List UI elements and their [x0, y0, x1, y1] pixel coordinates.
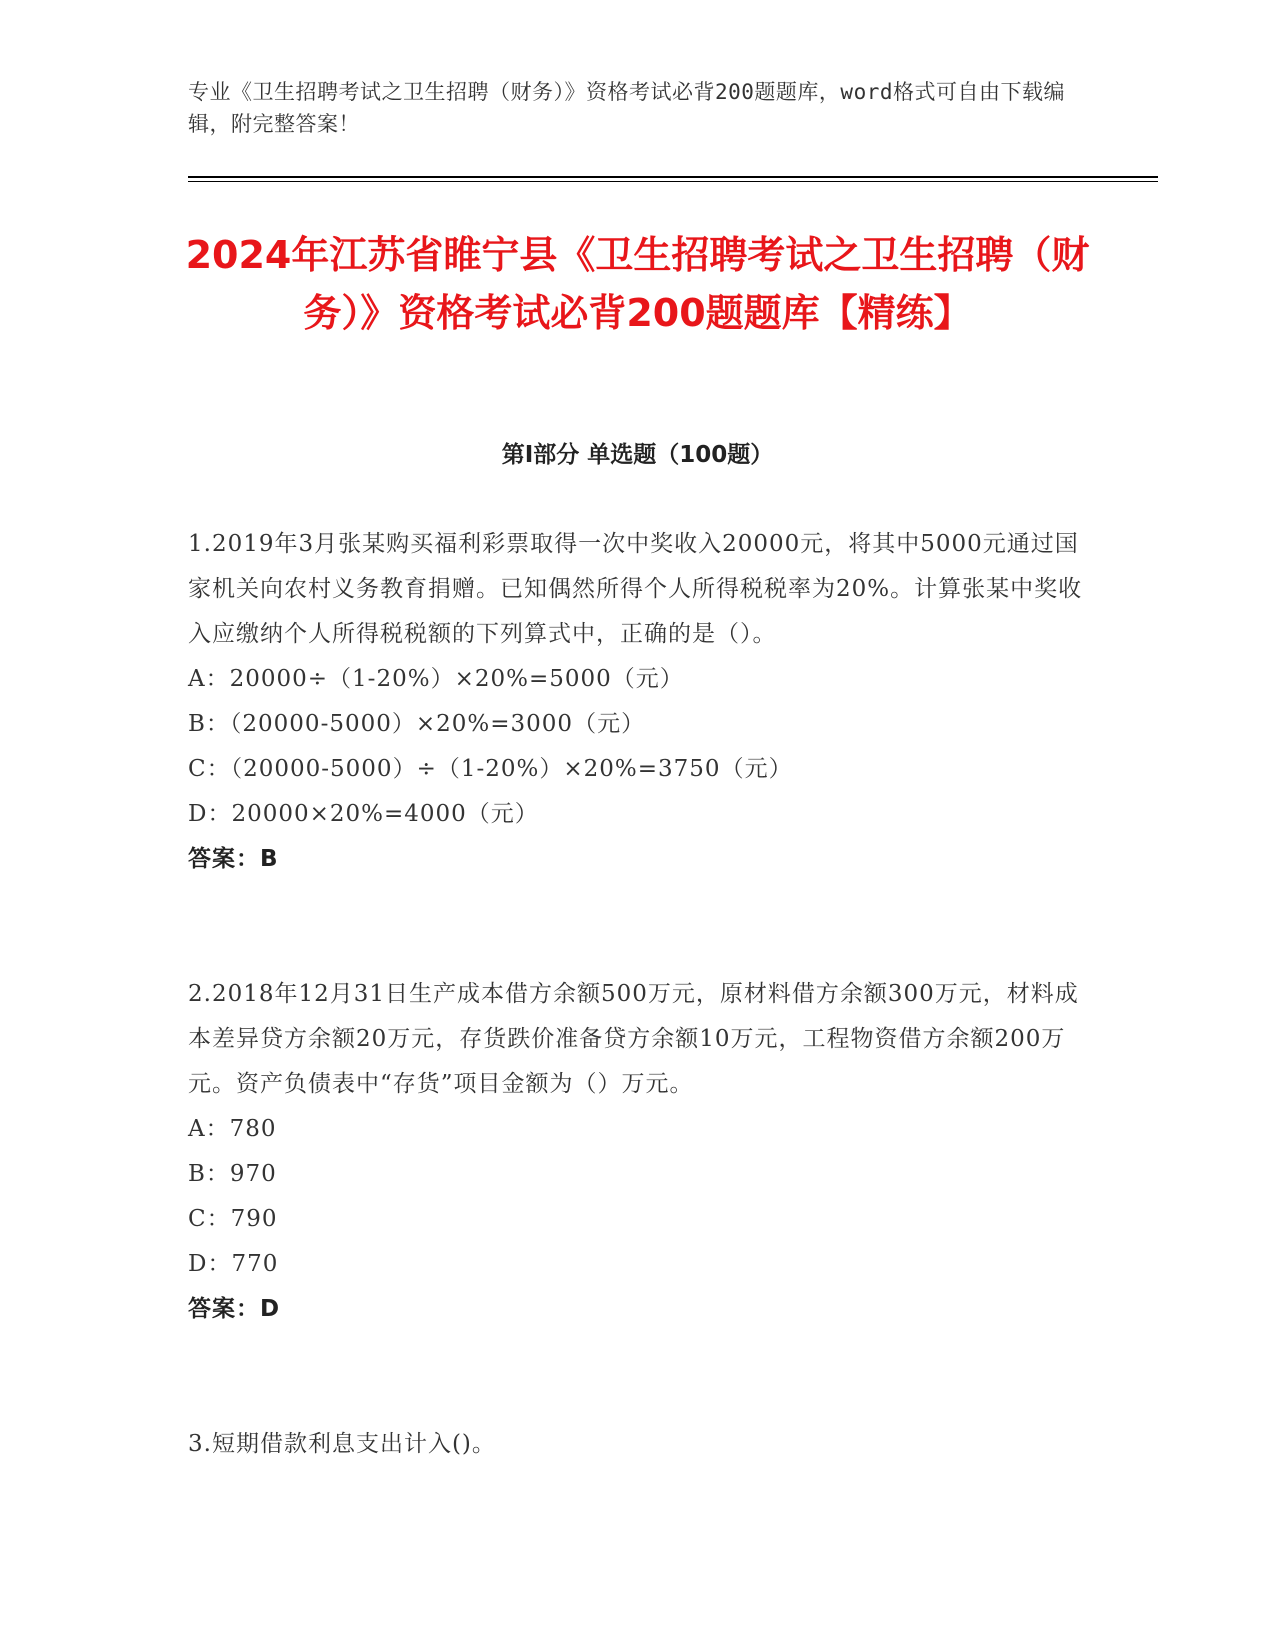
option-b: B：970	[188, 1161, 277, 1187]
question-stem: 2.2018年12月31日生产成本借方余额500万元，原材料借方余额300万元，材料成本差异贷方余额20万元，存货跌价准备贷方余额10万元，工程物资借方余额200万元。资产负债表中“存货”项目金额为（）万元。	[188, 981, 1079, 1097]
answer-label: 答案：B	[188, 846, 279, 872]
option-a: A：780	[188, 1116, 277, 1142]
option-d: D：770	[188, 1251, 279, 1277]
question-stem: 3.短期借款利息支出计入()。	[188, 1431, 496, 1457]
header-note: 专业《卫生招聘考试之卫生招聘（财务）》资格考试必背200题题库，word格式可自由下载编辑，附完整答案！	[188, 80, 1065, 136]
question-block	[188, 972, 1088, 1332]
question-block	[188, 1422, 1088, 1467]
question-stem: 1.2019年3月张某购买福利彩票取得一次中奖收入20000元，将其中5000元通过国家机关向农村义务教育捐赠。已知偶然所得个人所得税税率为20%。计算张某中奖收入应缴纳个人所得税税额的下列算式中，正确的是（）。	[188, 531, 1083, 647]
header-divider-thin	[188, 181, 1158, 182]
answer-label: 答案：D	[188, 1296, 281, 1322]
section-title: 第I部分 单选题（100题）	[501, 442, 774, 468]
option-b: B：（20000-5000）×20%=3000（元）	[188, 711, 646, 737]
header-divider-thick	[188, 176, 1158, 178]
question-block	[188, 522, 1088, 882]
option-a: A：20000÷（1-20%）×20%=5000（元）	[188, 666, 684, 692]
document-title: 2024年江苏省睢宁县《卫生招聘考试之卫生招聘（财务）》资格考试必背200题题库【精练】	[185, 233, 1090, 335]
option-d: D：20000×20%=4000（元）	[188, 801, 539, 827]
option-c: C：790	[188, 1206, 278, 1232]
option-c: C：（20000-5000）÷（1-20%）×20%=3750（元）	[188, 756, 793, 782]
